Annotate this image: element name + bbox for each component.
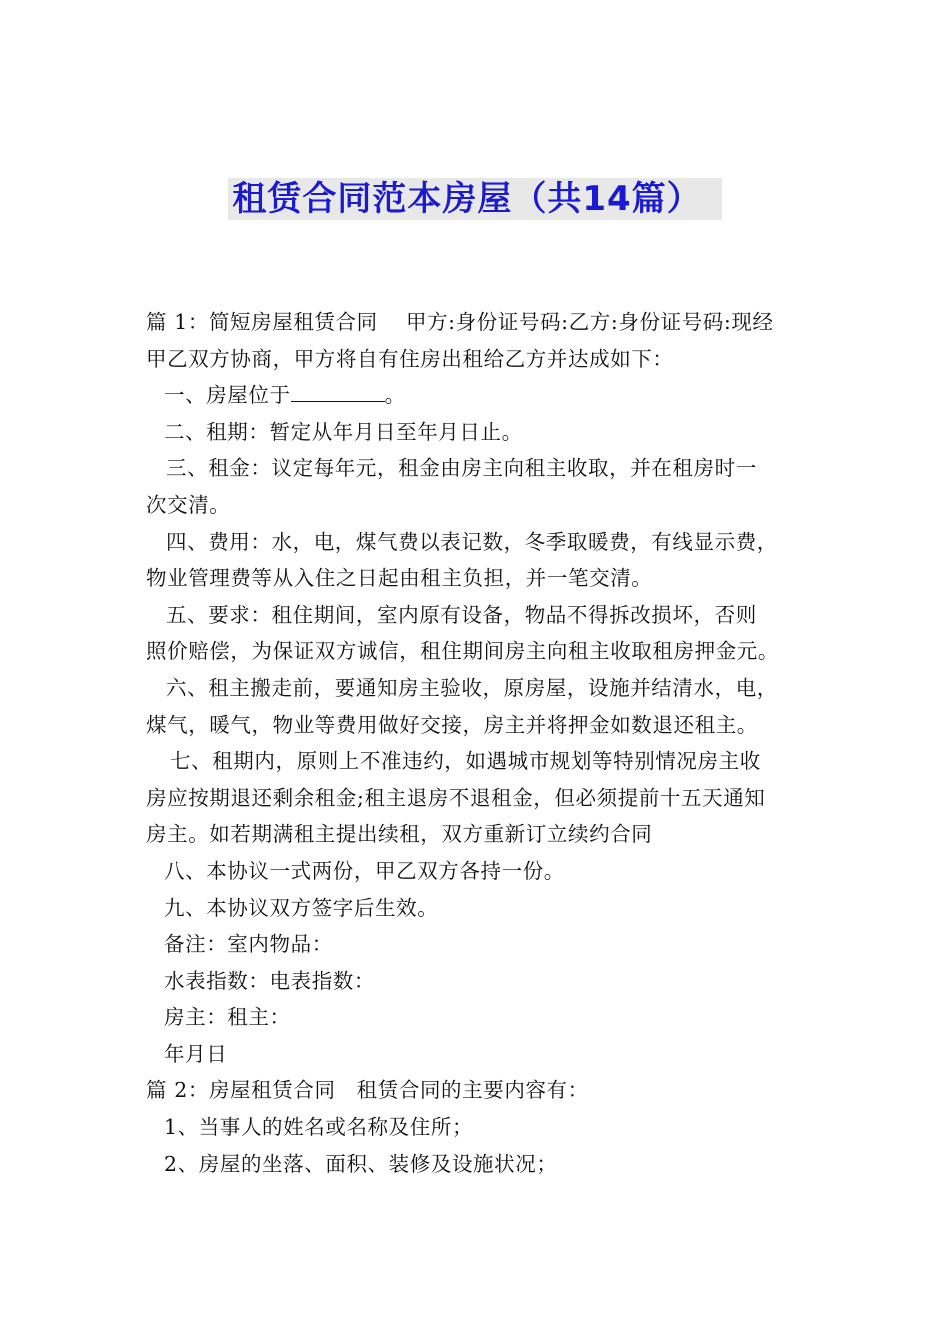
- text-line: 年月日: [164, 1041, 228, 1066]
- text-line: 2、房屋的坐落、面积、装修及设施状况；: [164, 1151, 558, 1176]
- title-wrap: [0, 178, 950, 220]
- text-line: 五、要求：租住期间，室内原有设备，物品不得拆改损坏，否则: [166, 602, 757, 627]
- document-title: 租赁合同范本房屋（共14篇）: [228, 178, 721, 220]
- text-segment: 一、房屋位于: [164, 383, 291, 408]
- text-line: 房主。如若期满租主提出续租，双方重新订立续约合同: [146, 822, 653, 847]
- text-line: 水表指数：电表指数：: [164, 968, 375, 993]
- text-line: 二、租期：暂定从年月日至年月日止。: [164, 419, 523, 444]
- text-line: 六、租主搬走前，要通知房主验收，原房屋，设施并结清水，电，: [166, 675, 778, 700]
- text-line: 七、租期内，原则上不准违约，如遇城市规划等特别情况房主收: [170, 749, 761, 774]
- text-line: 房主：租主：: [164, 1005, 291, 1030]
- text-line: 篇 1：简短房屋租赁合同 甲方:身份证号码:乙方:身份证号码:现经: [146, 310, 774, 334]
- clause-location: [146, 377, 810, 414]
- text-line: 物业管理费等从入住之日起由租主负担，并一笔交清。: [146, 566, 653, 591]
- text-line: 房应按期退还剩余租金;租主退房不退租金，但必须提前十五天通知: [146, 785, 766, 810]
- text-line: 次交清。: [146, 492, 231, 517]
- text-line: 1、当事人的姓名或名称及住所；: [164, 1115, 474, 1140]
- text-line: 四、费用：水，电，煤气费以表记数，冬季取暖费，有线显示费，: [166, 529, 778, 554]
- fill-in-blank: [291, 383, 385, 402]
- document-body: [146, 304, 810, 1182]
- text-line: 九、本协议双方签字后生效。: [164, 895, 439, 920]
- text-line: 煤气，暖气，物业等费用做好交接，房主并将押金如数退还租主。: [146, 712, 758, 737]
- text-line: 甲乙双方协商，甲方将自有住房出租给乙方并达成如下：: [146, 346, 674, 371]
- text-line: 照价赔偿，为保证双方诚信，租住期间房主向租主收取租房押金元。: [146, 639, 779, 664]
- text-line: 篇 2：房屋租赁合同 租赁合同的主要内容有：: [146, 1078, 589, 1103]
- text-segment: 。: [384, 383, 406, 408]
- text-line: 八、本协议一式两份，甲乙双方各持一份。: [164, 858, 565, 883]
- text-line: 备注：室内物品：: [164, 932, 333, 957]
- text-line: 三、租金：议定每年元，租金由房主向租主收取，并在租房时一: [166, 456, 757, 481]
